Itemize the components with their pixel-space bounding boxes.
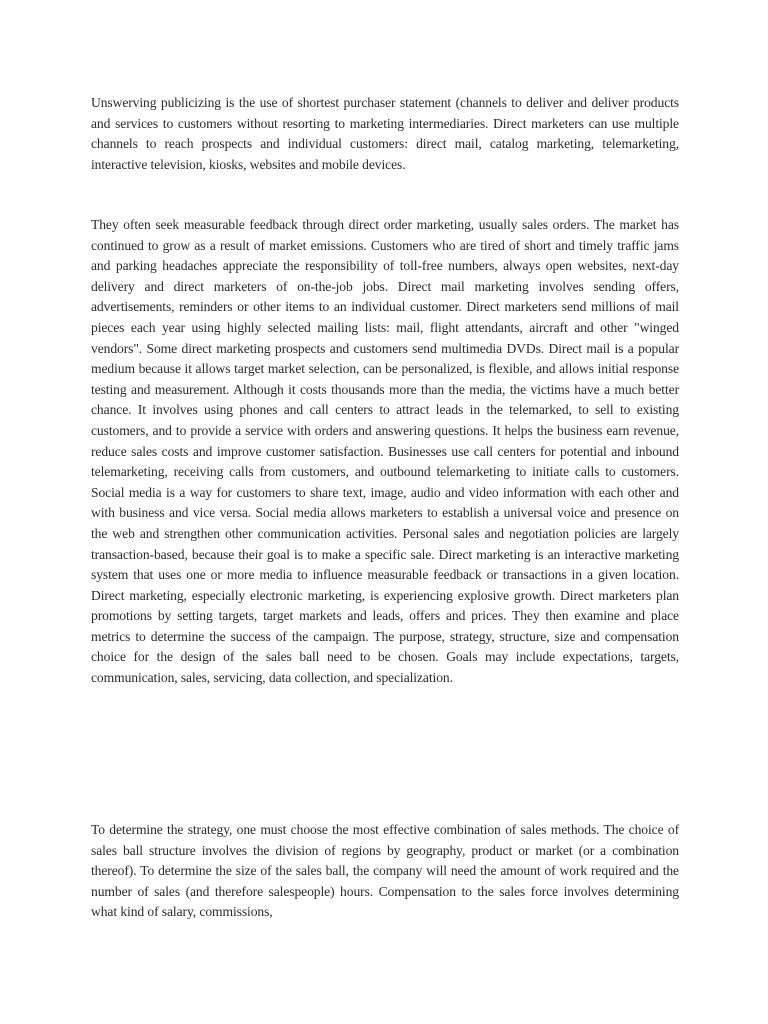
paragraph-sales-strategy: To determine the strategy, one must choose the most effective combination of sales methods. The choice of sales ball structure involves the division of regions by geography, product or market (or a combination thereof). To determine the size of the sales ball, the company will need the amount of work required and the number of sales (and therefore salespeople) hours. Compensation to the sales force involves determining what kind of salary, commissions, xyxy=(91,822,679,920)
paragraph-direct-marketing-channels: They often seek measurable feedback through direct order marketing, usually sales orders. The market has continued to grow as a result of market emissions. Customers who are tired of short and timely traffic jams and parking headaches appreciate the responsibility of toll-free numbers, always open websites, next-day delivery and direct marketers of on-the-job jobs. Direct mail marketing involves sending offers, advertisements, reminders or other items to an individual customer. Direct marketers send millions of mail pieces each year using highly selected mailing lists: mail, flight attendants, aircraft and other "winged vendors". Some direct marketing prospects and customers send multimedia DVDs. Direct mail is a popular medium because it allows target market selection, can be personalized, is flexible, and allows initial response testing and measurement. Although it costs thousands more than the media, the victims have a much better chance. It involves using phones and call centers to attract leads in the telemarked, to sell to existing customers, and to provide a service with orders and answering questions. It helps the business earn revenue, reduce sales costs and improve customer satisfaction. Businesses use call centers for potential and inbound telemarketing, receiving calls from customers, and outbound telemarketing to initiate calls to customers. Social media is a way for customers to share text, image, audio and video information with each other and with business and vice versa. Social media allows marketers to establish a universal voice and presence on the web and strengthen other communication activities. Personal sales and negotiation policies are largely transaction-based, because their goal is to make a specific sale. Direct marketing is an interactive marketing system that uses one or more media to influence measurable feedback or transactions in a given location. Direct marketing, especially electronic marketing, is experiencing explosive growth. Direct marketers plan promotions by setting targets, target markets and leads, offers and prices. They then examine and place metrics to determine the success of the campaign. The purpose, strategy, structure, size and compensation choice for the design of the sales ball need to be chosen. Goals may include expectations, targets, communication, sales, servicing, data collection, and specialization. xyxy=(91,217,679,686)
paragraph-direct-marketing-intro: Unswerving publicizing is the use of shortest purchaser statement (channels to deliver and deliver products and services to customers without resorting to marketing intermediaries. Direct marketers can use multiple channels to reach prospects and individual customers: direct mail, catalog marketing, telemarketing, interactive television, kiosks, websites and mobile devices. xyxy=(91,95,679,172)
